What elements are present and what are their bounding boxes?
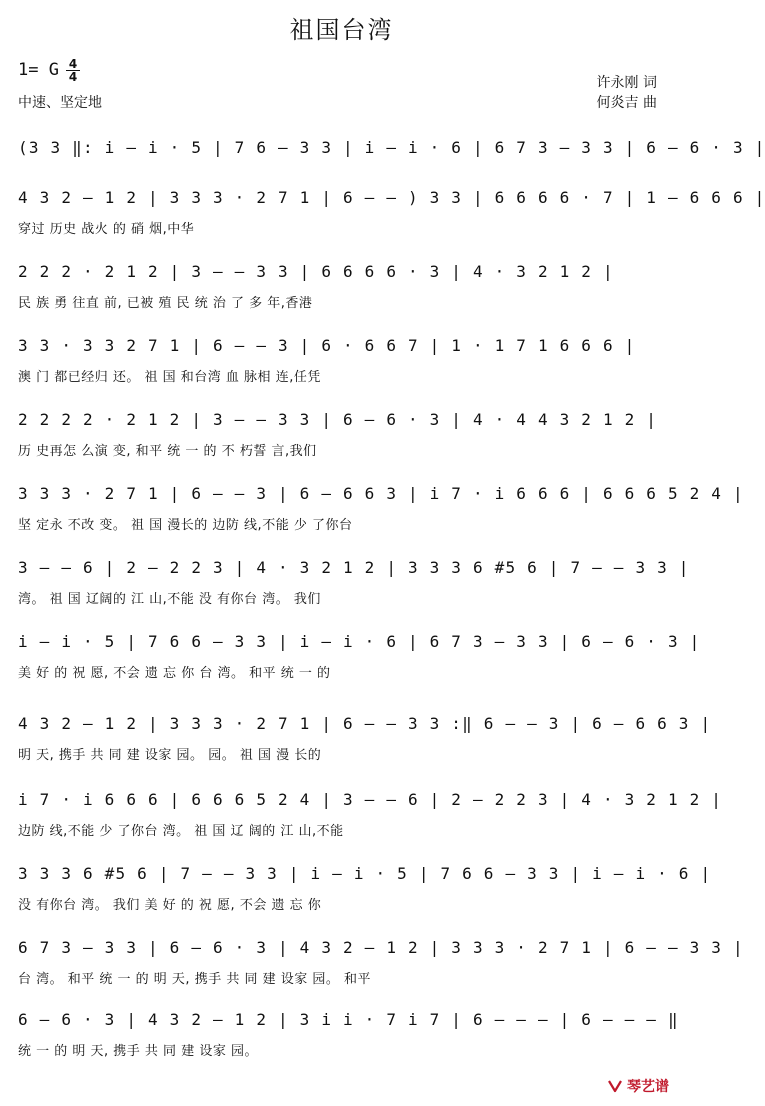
lyric-line: 坚 定永 不改 变。 祖 国 漫长的 边防 线,不能 少 了你台 bbox=[18, 518, 353, 533]
composer-credit: 何炎吉 曲 bbox=[596, 95, 657, 111]
tempo-marking: 中速、坚定地 bbox=[18, 95, 102, 111]
logo-text: 琴艺谱 bbox=[627, 1079, 669, 1095]
song-title: 祖国台湾 bbox=[289, 16, 394, 44]
lyric-line: 边防 线,不能 少 了你台 湾。 祖 国 辽 阔的 江 山,不能 bbox=[18, 824, 344, 839]
score-system bbox=[18, 790, 723, 870]
notation-line: 3 3 3 6 #5 6 | 7 – – 3 3 | i – i · 5 | 7 6 6 – 3 3 | i – i · 6 | bbox=[18, 864, 712, 883]
time-signature-top: 4 bbox=[66, 58, 80, 71]
site-logo bbox=[607, 1076, 669, 1096]
lyric-line: 民 族 勇 往直 前, 已被 殖 民 统 治 了 多 年,香港 bbox=[18, 296, 313, 311]
notation-line: i 7 · i 6 6 6 | 6 6 6 5 2 4 | 3 – – 6 | 2 – 2 2 3 | 4 · 3 2 1 2 | bbox=[18, 790, 723, 809]
score-system bbox=[18, 938, 744, 1018]
notation-line: 3 3 · 3 3 2 7 1 | 6 – – 3 | 6 · 6 6 7 | 1 · 1 7 1 6 6 6 | bbox=[18, 336, 636, 355]
time-signature bbox=[66, 58, 80, 83]
notation-line: 4 3 2 – 1 2 | 3 3 3 · 2 7 1 | 6 – – ) 3 3 | 6 6 6 6 · 7 | 1 – 6 6 6 | bbox=[18, 188, 765, 207]
score-system bbox=[18, 632, 701, 712]
notation-line: i – i · 5 | 7 6 6 – 3 3 | i – i · 6 | 6 7 3 – 3 3 | 6 – 6 · 3 | bbox=[18, 632, 701, 651]
notation-line: 3 – – 6 | 2 – 2 2 3 | 4 · 3 2 1 2 | 3 3 3 6 #5 6 | 7 – – 3 3 | bbox=[18, 558, 690, 577]
lyric-line: 统 一 的 明 天, 携手 共 同 建 设家 园。 bbox=[18, 1044, 258, 1059]
lyric-line: 没 有你台 湾。 我们 美 好 的 祝 愿, 不会 遗 忘 你 bbox=[18, 898, 322, 913]
lyric-line: 明 天, 携手 共 同 建 设家 园。 园。 祖 国 漫 长的 bbox=[18, 748, 322, 763]
lyricist-credit: 许永刚 词 bbox=[596, 75, 657, 91]
score-system bbox=[18, 410, 663, 490]
score-system bbox=[18, 188, 765, 268]
score-system bbox=[18, 262, 663, 342]
score-system bbox=[18, 336, 663, 416]
notation-line: 2 2 2 · 2 1 2 | 3 – – 3 3 | 6 6 6 6 · 3 | 4 · 3 2 1 2 | bbox=[18, 262, 614, 281]
logo-icon bbox=[607, 1078, 623, 1094]
lyric-line: 台 湾。 和平 统 一 的 明 天, 携手 共 同 建 设家 园。 和平 bbox=[18, 972, 371, 987]
lyric-line: 湾。 祖 国 辽阔的 江 山,不能 没 有你台 湾。 我们 bbox=[18, 592, 321, 607]
notation-line: 3 3 3 · 2 7 1 | 6 – – 3 | 6 – 6 6 3 | i 7 · i 6 6 6 | 6 6 6 5 2 4 | bbox=[18, 484, 744, 503]
lyric-line: 美 好 的 祝 愿, 不会 遗 忘 你 台 湾。 和平 统 一 的 bbox=[18, 666, 331, 681]
score-system bbox=[18, 484, 744, 564]
lyric-line: 穿过 历史 战火 的 硝 烟,中华 bbox=[18, 222, 195, 237]
notation-line: 6 – 6 · 3 | 4 3 2 – 1 2 | 3 i i · 7 i 7 | 6 – – – | 6 – – – ‖ bbox=[18, 1010, 679, 1029]
lyric-line: 历 史再怎 么演 变, 和平 统 一 的 不 朽誓 言,我们 bbox=[18, 444, 317, 459]
score-system bbox=[18, 864, 712, 944]
key-signature: 1= G bbox=[18, 60, 59, 80]
notation-line: 2 2 2 2 · 2 1 2 | 3 – – 3 3 | 6 – 6 · 3 | 4 · 4 4 3 2 1 2 | bbox=[18, 410, 658, 429]
score-system bbox=[18, 1010, 679, 1090]
notation-line: 6 7 3 – 3 3 | 6 – 6 · 3 | 4 3 2 – 1 2 | 3 3 3 · 2 7 1 | 6 – – 3 3 | bbox=[18, 938, 744, 957]
score-system bbox=[18, 558, 690, 638]
notation-line: 4 3 2 – 1 2 | 3 3 3 · 2 7 1 | 6 – – 3 3 :‖ 6 – – 3 | 6 – 6 6 3 | bbox=[18, 714, 712, 733]
lyric-line: 澳 门 都已经归 还。 祖 国 和台湾 血 脉相 连,任凭 bbox=[18, 370, 321, 385]
notation-line: (3 3 ‖: i – i · 5 | 7 6 – 3 3 | i – i · 6 | 6 7 3 – 3 3 | 6 – 6 · 3 | bbox=[18, 138, 765, 157]
time-signature-bottom: 4 bbox=[68, 70, 78, 84]
score-system bbox=[18, 714, 712, 794]
